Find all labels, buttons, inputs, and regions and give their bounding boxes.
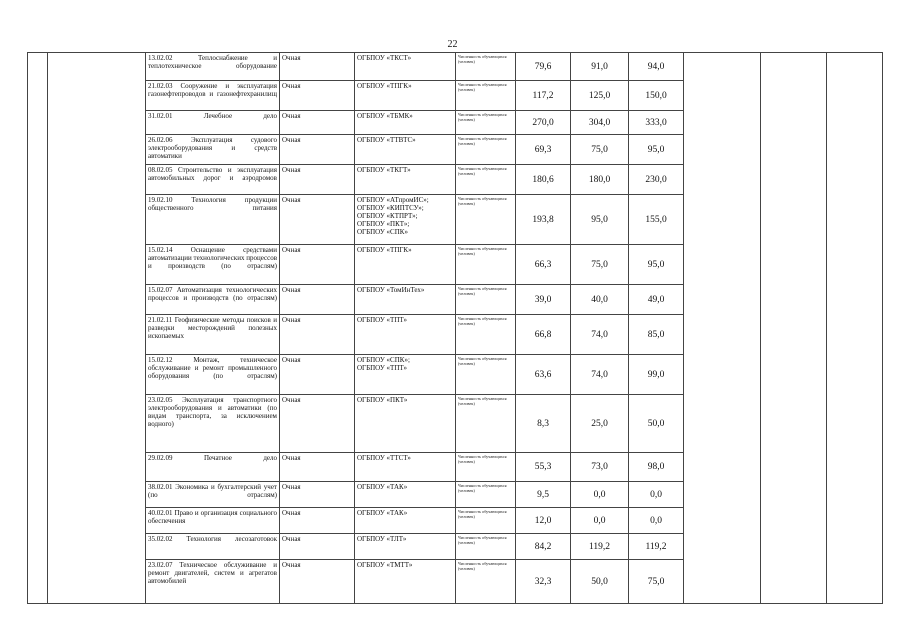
blank-cell <box>761 53 827 604</box>
value-2024-cell: 85,0 <box>629 315 684 355</box>
indicator-cell: Численность обучающихся (человек) <box>456 534 516 560</box>
value-2022-cell: 66,8 <box>516 315 571 355</box>
program-name-cell: 21.02.03 Сооружение и эксплуатация газонефтепроводов и газонефтехранилищ <box>146 81 280 111</box>
value-2022-cell: 117,2 <box>516 81 571 111</box>
program-name-cell: 40.02.01 Право и организация социального обеспечения <box>146 508 280 534</box>
study-form-cell: Очная <box>280 81 355 111</box>
organization-cell: ОГБПОУ «ТБМК» <box>355 111 456 135</box>
program-name-cell: 35.02.02 Технология лесозаготовок <box>146 534 280 560</box>
program-name-cell: 21.02.11 Геофизические методы поисков и разведки месторождений полезных ископаемых <box>146 315 280 355</box>
organization-cell: ОГБПОУ «ТПТ» <box>355 315 456 355</box>
value-2024-cell: 333,0 <box>629 111 684 135</box>
value-2024-cell: 75,0 <box>629 560 684 604</box>
program-name-cell: 29.02.09 Печатное дело <box>146 453 280 482</box>
indicator-cell: Численность обучающихся (человек) <box>456 482 516 508</box>
indicator-cell: Численность обучающихся (человек) <box>456 245 516 285</box>
value-2023-cell: 25,0 <box>571 395 629 453</box>
organization-cell: ОГБПОУ «ТЛТ» <box>355 534 456 560</box>
indicator-cell: Численность обучающихся (человек) <box>456 453 516 482</box>
page-number: 22 <box>447 39 458 50</box>
value-2023-cell: 75,0 <box>571 135 629 165</box>
index-cell <box>28 53 48 604</box>
program-name-cell: 15.02.07 Автоматизация технологических процессов и производств (по отраслям) <box>146 285 280 315</box>
value-2022-cell: 39,0 <box>516 285 571 315</box>
value-2022-cell: 84,2 <box>516 534 571 560</box>
organization-cell: ОГБПОУ «ТомИнТех» <box>355 285 456 315</box>
study-form-cell: Очная <box>280 560 355 604</box>
indicator-cell: Численность обучающихся (человек) <box>456 81 516 111</box>
value-2024-cell: 0,0 <box>629 482 684 508</box>
value-2022-cell: 270,0 <box>516 111 571 135</box>
value-2022-cell: 66,3 <box>516 245 571 285</box>
organization-cell: ОГБПОУ «ТКГТ» <box>355 165 456 195</box>
value-2023-cell: 91,0 <box>571 53 629 81</box>
value-2024-cell: 94,0 <box>629 53 684 81</box>
indicator-cell: Численность обучающихся (человек) <box>456 508 516 534</box>
value-2023-cell: 0,0 <box>571 482 629 508</box>
value-2023-cell: 125,0 <box>571 81 629 111</box>
organization-cell: ОГБПОУ «ТТВТС» <box>355 135 456 165</box>
program-table <box>27 52 883 604</box>
value-2022-cell: 79,6 <box>516 53 571 81</box>
indicator-cell: Численность обучающихся (человек) <box>456 395 516 453</box>
value-2023-cell: 0,0 <box>571 508 629 534</box>
study-form-cell: Очная <box>280 195 355 245</box>
value-2024-cell: 99,0 <box>629 355 684 395</box>
value-2022-cell: 180,6 <box>516 165 571 195</box>
value-2022-cell: 9,5 <box>516 482 571 508</box>
study-form-cell: Очная <box>280 245 355 285</box>
value-2023-cell: 74,0 <box>571 355 629 395</box>
study-form-cell: Очная <box>280 482 355 508</box>
value-2022-cell: 69,3 <box>516 135 571 165</box>
study-form-cell: Очная <box>280 534 355 560</box>
value-2023-cell: 304,0 <box>571 111 629 135</box>
indicator-cell: Численность обучающихся (человек) <box>456 355 516 395</box>
study-form-cell: Очная <box>280 453 355 482</box>
program-name-cell: 08.02.05 Строительство и эксплуатация автомобильных дорог и аэродромов <box>146 165 280 195</box>
program-name-cell: 23.02.05 Эксплуатация транспортного электрооборудования и автоматики (по видам транспорта, за исключением водного) <box>146 395 280 453</box>
value-2022-cell: 55,3 <box>516 453 571 482</box>
value-2024-cell: 119,2 <box>629 534 684 560</box>
program-name-cell: 15.02.12 Монтаж, техническое обслуживание и ремонт промышленного оборудования (по отраслям) <box>146 355 280 395</box>
table-row <box>28 53 883 81</box>
study-form-cell: Очная <box>280 395 355 453</box>
study-form-cell: Очная <box>280 111 355 135</box>
study-form-cell: Очная <box>280 135 355 165</box>
indicator-cell: Численность обучающихся (человек) <box>456 53 516 81</box>
value-2023-cell: 119,2 <box>571 534 629 560</box>
organization-cell: ОГБПОУ «ТАК» <box>355 508 456 534</box>
value-2023-cell: 50,0 <box>571 560 629 604</box>
program-name-cell: 15.02.14 Оснащение средствами автоматизации технологических процессов и производств (по отраслям) <box>146 245 280 285</box>
blank-cell <box>48 53 146 604</box>
value-2023-cell: 40,0 <box>571 285 629 315</box>
value-2024-cell: 95,0 <box>629 245 684 285</box>
organization-cell: ОГБПОУ «АТпромИС»; ОГБПОУ «КИПТСУ»; ОГБПОУ «КТПРТ»; ОГБПОУ «ПКТ»; ОГБПОУ «СПК» <box>355 195 456 245</box>
value-2023-cell: 180,0 <box>571 165 629 195</box>
organization-cell: ОГБПОУ «ТКСТ» <box>355 53 456 81</box>
organization-cell: ОГБПОУ «ТПГК» <box>355 245 456 285</box>
value-2022-cell: 8,3 <box>516 395 571 453</box>
value-2022-cell: 12,0 <box>516 508 571 534</box>
organization-cell: ОГБПОУ «ПКТ» <box>355 395 456 453</box>
value-2024-cell: 150,0 <box>629 81 684 111</box>
study-form-cell: Очная <box>280 315 355 355</box>
blank-cell <box>684 53 761 604</box>
organization-cell: ОГБПОУ «ТАК» <box>355 482 456 508</box>
program-name-cell: 38.02.01 Экономика и бухгалтерский учет (по отраслям) <box>146 482 280 508</box>
organization-cell: ОГБПОУ «ТМТТ» <box>355 560 456 604</box>
indicator-cell: Численность обучающихся (человек) <box>456 560 516 604</box>
value-2024-cell: 230,0 <box>629 165 684 195</box>
program-name-cell: 26.02.06 Эксплуатация судового электрооборудования и средств автоматики <box>146 135 280 165</box>
value-2024-cell: 155,0 <box>629 195 684 245</box>
study-form-cell: Очная <box>280 355 355 395</box>
indicator-cell: Численность обучающихся (человек) <box>456 165 516 195</box>
value-2024-cell: 49,0 <box>629 285 684 315</box>
organization-cell: ОГБПОУ «ТТСТ» <box>355 453 456 482</box>
value-2022-cell: 63,6 <box>516 355 571 395</box>
value-2023-cell: 74,0 <box>571 315 629 355</box>
table-body <box>28 53 883 604</box>
value-2024-cell: 50,0 <box>629 395 684 453</box>
program-name-cell: 13.02.02 Теплоснабжение и теплотехническое оборудование <box>146 53 280 81</box>
study-form-cell: Очная <box>280 53 355 81</box>
value-2024-cell: 98,0 <box>629 453 684 482</box>
program-name-cell: 31.02.01 Лечебное дело <box>146 111 280 135</box>
indicator-cell: Численность обучающихся (человек) <box>456 111 516 135</box>
organization-cell: ОГБПОУ «ТПГК» <box>355 81 456 111</box>
program-name-cell: 19.02.10 Технология продукции общественного питания <box>146 195 280 245</box>
value-2024-cell: 95,0 <box>629 135 684 165</box>
value-2023-cell: 73,0 <box>571 453 629 482</box>
value-2024-cell: 0,0 <box>629 508 684 534</box>
value-2023-cell: 95,0 <box>571 195 629 245</box>
value-2022-cell: 193,8 <box>516 195 571 245</box>
indicator-cell: Численность обучающихся (человек) <box>456 285 516 315</box>
study-form-cell: Очная <box>280 508 355 534</box>
program-name-cell: 23.02.07 Техническое обслуживание и ремонт двигателей, систем и агрегатов автомобилей <box>146 560 280 604</box>
indicator-cell: Численность обучающихся (человек) <box>456 135 516 165</box>
indicator-cell: Численность обучающихся (человек) <box>456 195 516 245</box>
study-form-cell: Очная <box>280 165 355 195</box>
organization-cell: ОГБПОУ «СПК»; ОГБПОУ «ТПТ» <box>355 355 456 395</box>
indicator-cell: Численность обучающихся (человек) <box>456 315 516 355</box>
value-2022-cell: 32,3 <box>516 560 571 604</box>
study-form-cell: Очная <box>280 285 355 315</box>
value-2023-cell: 75,0 <box>571 245 629 285</box>
blank-cell <box>827 53 883 604</box>
